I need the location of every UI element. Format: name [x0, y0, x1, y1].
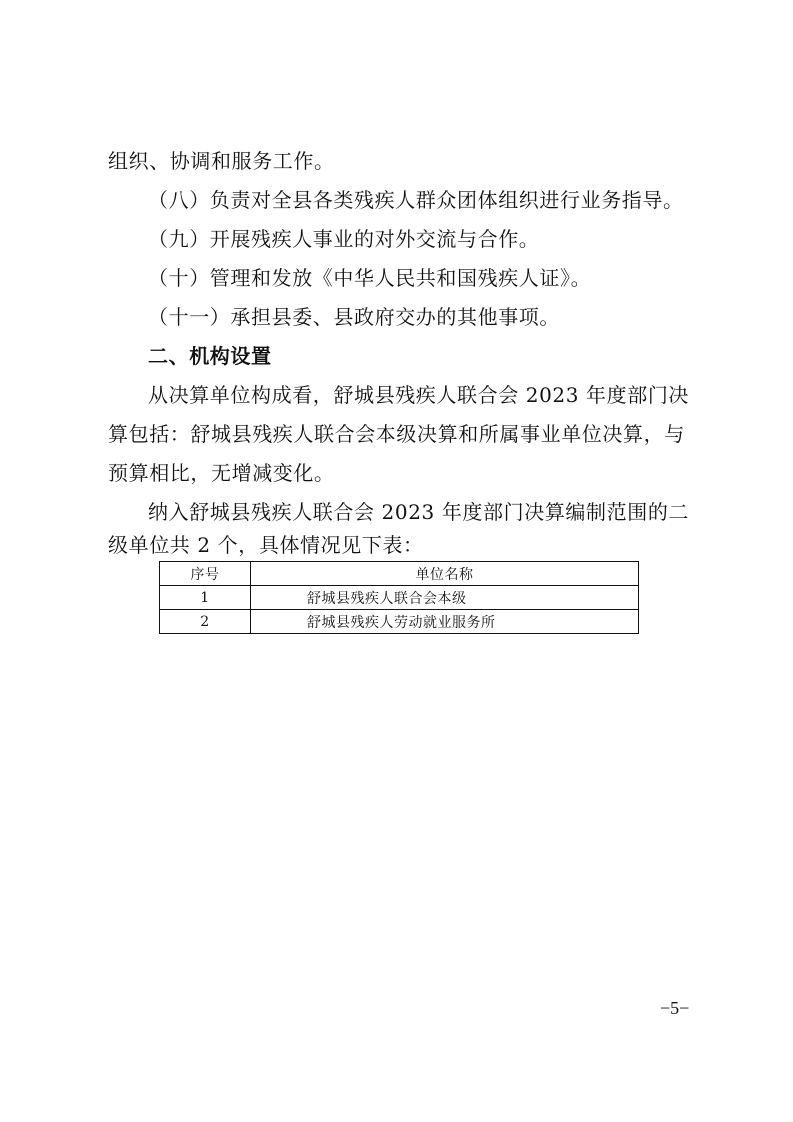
unit-table-wrapper [159, 561, 639, 634]
header-unit-name: 单位名称 [251, 562, 639, 586]
composition-line-3: 预算相比，无增减变化。 [108, 461, 335, 485]
scope-line-1: 纳入舒城县残疾人联合会 2023 年度部门决算编制范围的二 [148, 500, 690, 524]
row-unit-name: 舒城县残疾人联合会本级 [251, 586, 639, 610]
row-seq: 2 [160, 610, 251, 634]
composition-line-2: 算包括：舒城县残疾人联合会本级决算和所属事业单位决算，与 [108, 422, 685, 446]
scope-line-2: 级单位共 2 个，具体情况见下表： [108, 533, 424, 557]
paragraph-item-11: （十一）承担县委、县政府交办的其他事项。 [148, 305, 560, 329]
paragraph-line: 组织、协调和服务工作。 [108, 149, 335, 173]
table-row [160, 586, 639, 610]
table-row [160, 610, 639, 634]
header-seq: 序号 [160, 562, 251, 586]
paragraph-item-10: （十）管理和发放《中华人民共和国残疾人证》。 [148, 266, 592, 290]
unit-table [159, 561, 639, 634]
paragraph-item-8: （八）负责对全县各类残疾人群众团体组织进行业务指导。 [148, 188, 684, 212]
paragraph-item-9: （九）开展残疾人事业的对外交流与合作。 [148, 227, 540, 251]
row-unit-name: 舒城县残疾人劳动就业服务所 [251, 610, 639, 634]
table-header-row [160, 562, 639, 586]
page-number: −5− [660, 998, 690, 1018]
section-heading: 二、机构设置 [148, 344, 272, 368]
row-seq: 1 [160, 586, 251, 610]
composition-line-1: 从决算单位构成看，舒城县残疾人联合会 2023 年度部门决 [148, 383, 690, 407]
